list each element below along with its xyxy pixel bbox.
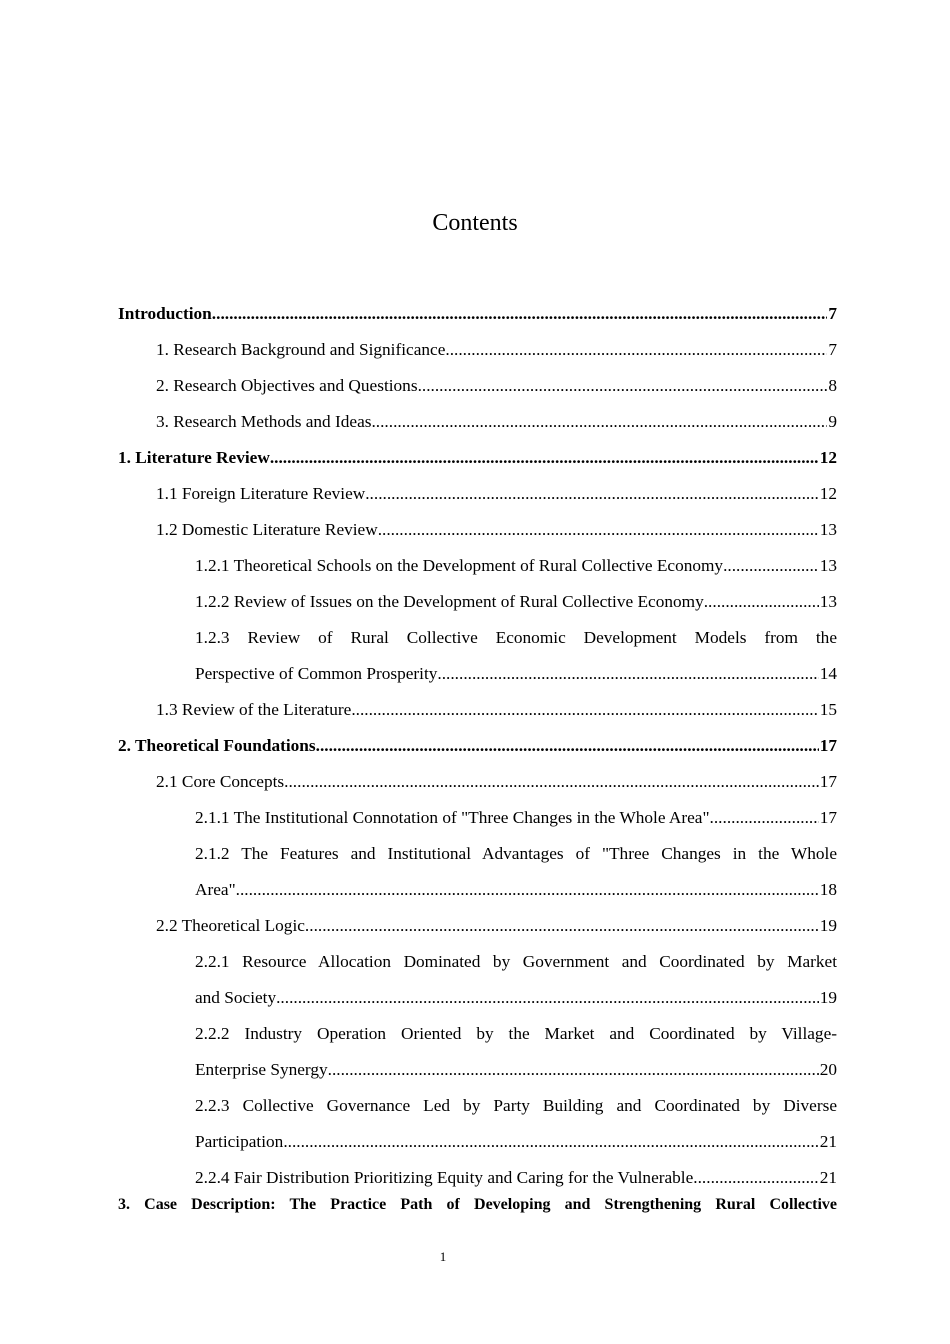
toc-entry-page: 13 (819, 592, 837, 611)
dot-leader (328, 1052, 819, 1088)
dot-leader (693, 1160, 818, 1196)
dot-leader (723, 548, 819, 584)
toc-entry-page: 19 (819, 988, 837, 1007)
dot-leader (710, 800, 819, 836)
dot-leader (704, 584, 819, 620)
toc-entry-text: 1.2.1 Theoretical Schools on the Development of Rural Collective Economy (195, 556, 724, 575)
toc-entry-page: 7 (828, 304, 837, 323)
dot-leader (212, 296, 828, 332)
toc-entry[interactable] (118, 1088, 837, 1160)
toc-entry-page: 19 (819, 916, 837, 935)
toc-entry[interactable] (118, 728, 837, 764)
dot-leader (371, 404, 827, 440)
toc-entry[interactable] (118, 692, 837, 728)
dot-leader (437, 656, 818, 692)
toc-entry[interactable] (118, 476, 837, 512)
toc-tail-line: 3. Case Description: The Practice Path of Developing and Strengthening Rural Collective (118, 1196, 837, 1213)
toc-entry-page: 15 (819, 700, 837, 719)
toc-entry-text: 1.1 Foreign Literature Review (156, 484, 366, 503)
toc-entry-text-line1: 2.2.2 Industry Operation Oriented by the Market and Coordinated by Village- (195, 1024, 837, 1043)
toc-entry-page: 21 (819, 1132, 837, 1151)
toc-entry-page: 14 (819, 664, 837, 683)
toc-entry-text: 1. Literature Review (118, 448, 270, 467)
dot-leader (305, 908, 819, 944)
toc-entry-page: 9 (828, 412, 837, 431)
toc-entry[interactable] (118, 1160, 837, 1196)
toc-entry-text-line1: 1.2.3 Review of Rural Collective Economic Development Models from the (195, 628, 837, 647)
toc-entry[interactable] (118, 764, 837, 800)
toc-entry-page: 20 (819, 1060, 837, 1079)
toc-entry-page: 21 (819, 1168, 837, 1187)
dot-leader (418, 368, 828, 404)
toc-entry-text: and Society (195, 988, 277, 1007)
toc-entry-text: 1. Research Background and Significance (156, 340, 446, 359)
table-of-contents (118, 296, 837, 1214)
dot-leader (351, 692, 818, 728)
toc-entry-text: 1.3 Review of the Literature (156, 700, 352, 719)
dot-leader (316, 728, 819, 764)
toc-entry-text-line1: 2.2.1 Resource Allocation Dominated by Government and Coordinated by Market (195, 952, 837, 971)
contents-title: Contents (432, 210, 518, 236)
toc-entry-page: 7 (828, 340, 837, 359)
toc-entry-text: 3. Research Methods and Ideas (156, 412, 372, 431)
toc-entry[interactable] (118, 296, 837, 332)
toc-entry-page: 8 (828, 376, 837, 395)
toc-entry[interactable] (118, 1016, 837, 1088)
toc-entry[interactable] (118, 584, 837, 620)
toc-entry-text: Introduction (118, 304, 212, 323)
toc-entry-text: 1.2 Domestic Literature Review (156, 520, 378, 539)
toc-entry-text: 2.2 Theoretical Logic (156, 916, 305, 935)
toc-entry[interactable] (118, 512, 837, 548)
toc-entry-text: 2.1.1 The Institutional Connotation of "Three Changes in the Whole Area" (195, 808, 710, 827)
toc-entry-text: Participation (195, 1132, 284, 1151)
toc-entry[interactable] (118, 800, 837, 836)
toc-entry-text: 2. Research Objectives and Questions (156, 376, 418, 395)
toc-entry[interactable] (118, 548, 837, 584)
dot-leader (365, 476, 818, 512)
toc-entry-text: Enterprise Synergy (195, 1060, 328, 1079)
dot-leader (236, 872, 819, 908)
toc-entry[interactable] (118, 908, 837, 944)
toc-entry-text-line1: 2.1.2 The Features and Institutional Advantages of "Three Changes in the Whole (195, 844, 837, 863)
toc-entry-text: 1.2.2 Review of Issues on the Development of Rural Collective Economy (195, 592, 704, 611)
toc-entry[interactable] (118, 404, 837, 440)
toc-entry-page: 18 (819, 880, 837, 899)
toc-entry[interactable] (118, 944, 837, 1016)
toc-entry-page: 12 (819, 448, 837, 467)
toc-entry-page: 17 (819, 808, 837, 827)
dot-leader (276, 980, 819, 1016)
toc-entry[interactable] (118, 620, 837, 692)
toc-entry[interactable] (118, 440, 837, 476)
dot-leader (378, 512, 819, 548)
toc-entry[interactable] (118, 368, 837, 404)
toc-entry-page: 12 (819, 484, 837, 503)
toc-entry-page: 13 (819, 520, 837, 539)
toc-entry-text: 2. Theoretical Foundations (118, 736, 316, 755)
toc-entry-text-line1: 2.2.3 Collective Governance Led by Party Building and Coordinated by Diverse (195, 1096, 837, 1115)
dot-leader (445, 332, 827, 368)
dot-leader (270, 440, 819, 476)
toc-entry-text: 2.2.4 Fair Distribution Prioritizing Equity and Caring for the Vulnerable (195, 1168, 694, 1187)
toc-entry[interactable] (118, 836, 837, 908)
toc-entry[interactable] (118, 332, 837, 368)
toc-entry-page: 17 (819, 772, 837, 791)
toc-entry-text: Perspective of Common Prosperity (195, 664, 438, 683)
toc-entry-page: 13 (819, 556, 837, 575)
toc-entry-page: 17 (819, 736, 837, 755)
toc-entry-text: 2.1 Core Concepts (156, 772, 285, 791)
page-number: 1 (439, 1249, 447, 1264)
toc-entry-text: Area" (195, 880, 236, 899)
dot-leader (284, 764, 819, 800)
dot-leader (283, 1124, 818, 1160)
